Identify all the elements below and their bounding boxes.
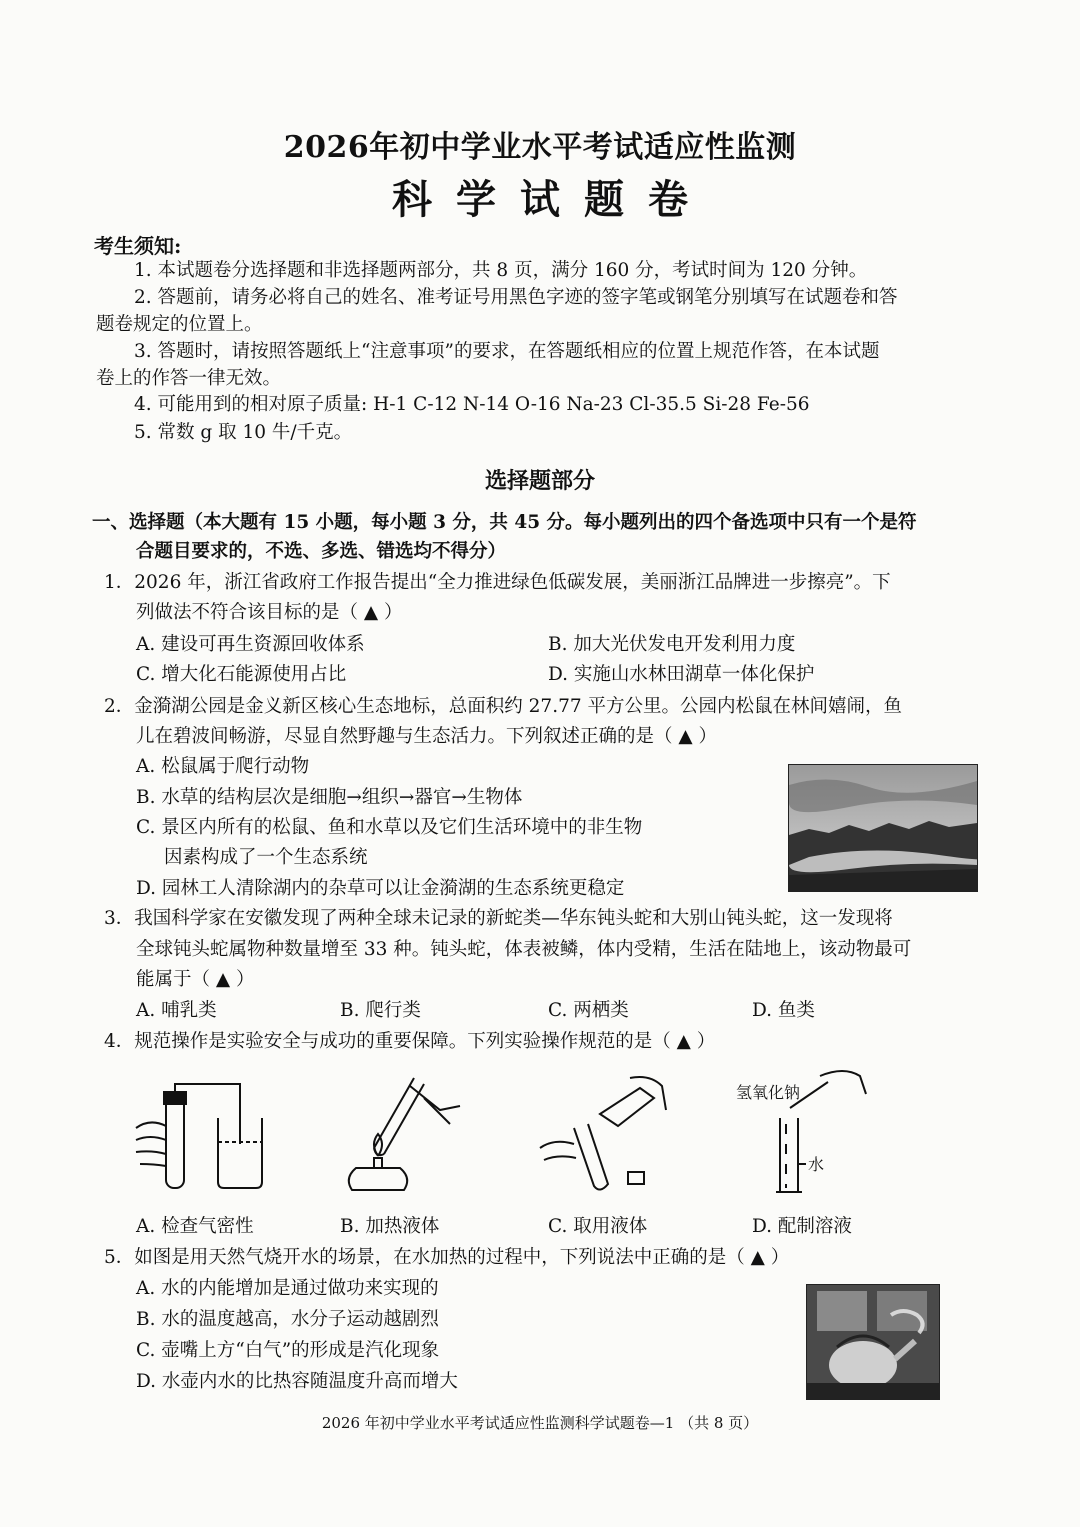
q3-option-a: A. 哺乳类 (136, 1000, 217, 1021)
naoh-label: 氢氧化钠 (736, 1083, 801, 1102)
section-title: 选择题部分 (484, 468, 595, 494)
exam-subtitle: 科学试题卷 (392, 176, 712, 223)
q1-option-d: D. 实施山水林田湖草一体化保护 (548, 664, 815, 685)
water-label: 水 (808, 1155, 825, 1174)
lake-park-image (789, 765, 977, 891)
notice-line-1: 1. 本试题卷分选择题和非选择题两部分，共 8 页，满分 160 分，考试时间为 120 分钟。 (134, 260, 868, 281)
q1-option-c: C. 增大化石能源使用占比 (136, 664, 347, 685)
q4-option-a: A. 检查气密性 (136, 1216, 254, 1237)
lake-park-photo (788, 764, 978, 892)
test-tube (166, 1096, 184, 1188)
q3-option-b: B. 爬行类 (340, 1000, 421, 1021)
heating-liquid-illustration (330, 1068, 470, 1198)
q4-stem-1: 4．规范操作是实验安全与成功的重要保障。下列实验操作规范的是（ ▲ ） (104, 1031, 716, 1052)
q1-stem-2: 列做法不符合该目标的是（ ▲ ） (136, 602, 403, 623)
q2-option-c: C. 景区内所有的松鼠、鱼和水草以及它们生活环境中的非生物 (136, 817, 643, 838)
q2-option-b: B. 水草的结构层次是细胞→组织→器官→生物体 (136, 787, 523, 808)
q3-stem-1: 3．我国科学家在安徽发现了两种全球未记录的新蛇类—华东钝头蛇和大别山钝头蛇，这一发现将 (104, 908, 893, 929)
q2-stem-2: 儿在碧波间畅游，尽显自然野趣与生态活力。下列叙述正确的是（ ▲ ） (136, 726, 717, 747)
q4-option-b: B. 加热液体 (340, 1216, 440, 1237)
q1-option-a: A. 建设可再生资源回收体系 (136, 634, 365, 655)
q4-option-d: D. 配制溶液 (752, 1216, 852, 1237)
kettle-image (807, 1285, 939, 1399)
notice-line-2: 2. 答题前，请务必将自己的姓名、准考证号用黑色字迹的签字笔或钢笔分别填写在试题卷和答 (134, 287, 898, 308)
q2-stem-1: 2．金漪湖公园是金义新区核心生态地标，总面积约 27.77 平方公里。公园内松鼠在林间嬉闹，鱼 (104, 696, 902, 717)
preparing-solution-illustration (720, 1064, 880, 1200)
part-heading-line2: 合题目要求的，不选、多选、错选均不得分） (136, 541, 507, 562)
q1-stem-1: 1．2026 年，浙江省政府工作报告提出“全力推进绿色低碳发展，美丽浙江品牌进一步擦亮”。下 (104, 572, 891, 593)
notice-line-3b: 卷上的作答一律无效。 (96, 368, 282, 389)
part-heading-line1: 一、选择题（本大题有 15 小题，每小题 3 分，共 45 分。每小题列出的四个备选项中只有一个是符 (92, 512, 917, 533)
q3-stem-2: 全球钝头蛇属物种数量增至 33 种。钝头蛇，体表被鳞，体内受精，生活在陆地上，该动物最可 (136, 939, 912, 960)
notice-line-4: 4. 可能用到的相对原子质量: H-1 C-12 N-14 O-16 Na-23 Cl-35.5 Si-28 Fe-56 (134, 394, 810, 415)
q4-option-c: C. 取用液体 (548, 1216, 648, 1237)
q2-option-a: A. 松鼠属于爬行动物 (136, 756, 310, 777)
q1-option-b: B. 加大光伏发电开发利用力度 (548, 634, 796, 655)
q3-option-c: C. 两栖类 (548, 1000, 629, 1021)
page-footer: 2026 年初中学业水平考试适应性监测科学试题卷—1 （共 8 页） (321, 1414, 759, 1432)
q5-stem-1: 5．如图是用天然气烧开水的场景，在水加热的过程中，下列说法中正确的是（ ▲ ） (104, 1247, 790, 1268)
notice-line-3: 3. 答题时，请按照答题纸上“注意事项”的要求，在答题纸相应的位置上规范作答，在本试题 (134, 341, 880, 362)
q5-option-a: A. 水的内能增加是通过做功来实现的 (136, 1278, 439, 1299)
taking-liquid-illustration (530, 1068, 670, 1198)
q5-option-b: B. 水的温度越高，水分子运动越剧烈 (136, 1309, 439, 1330)
q3-stem-3: 能属于（ ▲ ） (136, 969, 255, 990)
q5-option-c: C. 壶嘴上方“白气”的形成是汽化现象 (136, 1340, 440, 1361)
q3-option-d: D. 鱼类 (752, 1000, 815, 1021)
notice-line-2b: 题卷规定的位置上。 (96, 314, 263, 335)
notice-line-5: 5. 常数 g 取 10 牛/千克。 (134, 422, 353, 443)
q2-option-d: D. 园林工人清除湖内的杂草可以让金漪湖的生态系统更稳定 (136, 878, 625, 899)
q2-option-c-cont: 因素构成了一个生态系统 (164, 847, 368, 868)
airtight-check-illustration (130, 1078, 270, 1198)
exam-title: 2026年初中学业水平考试适应性监测 (283, 130, 797, 165)
q5-option-d: D. 水壶内水的比热容随温度升高而增大 (136, 1371, 458, 1392)
notice-heading: 考生须知: (94, 234, 182, 258)
kettle-photo (806, 1284, 940, 1400)
